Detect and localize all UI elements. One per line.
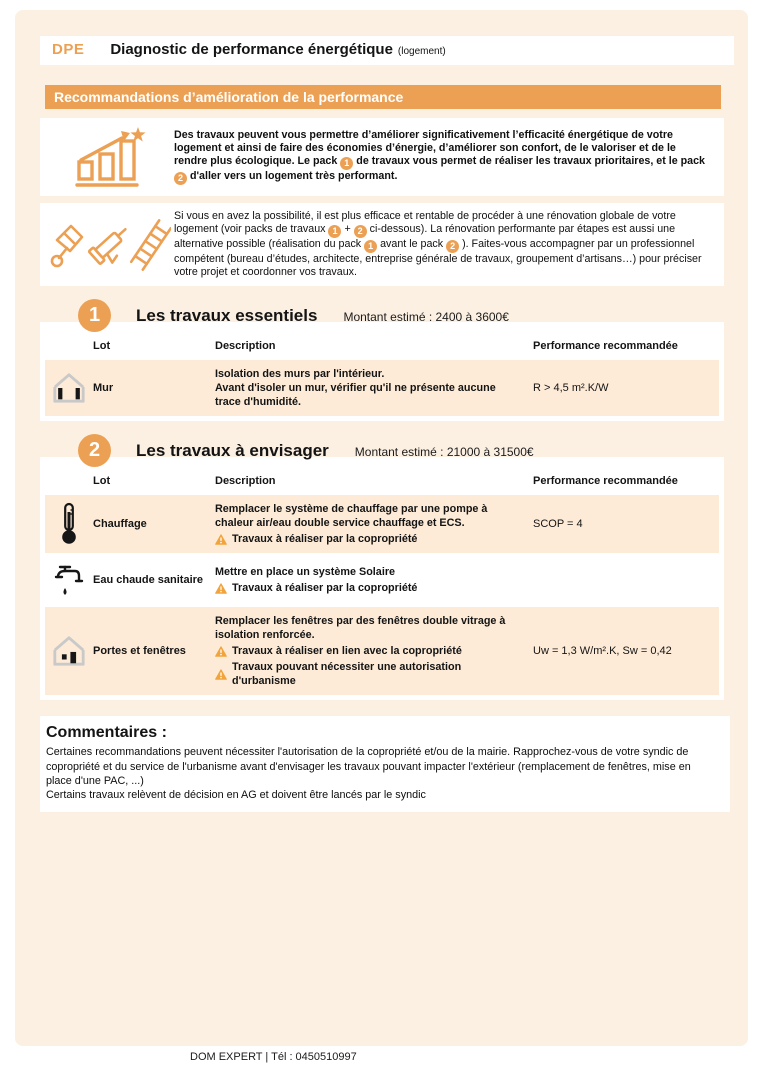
lot-icon-cell [45, 502, 93, 546]
lot-icon-cell [45, 371, 93, 405]
description-line: Avant d'isoler un mur, vérifier qu'il ne présente aucune trace d'humidité. [215, 382, 496, 409]
faucet-icon [53, 563, 85, 597]
intro-icon-box [46, 125, 174, 189]
performance-value: SCOP = 4 [533, 518, 583, 531]
description-line: Remplacer le système de chauffage par une pompe à chaleur air/eau double service chauffage et ECS. [215, 503, 488, 530]
column-header-performance: Performance recommandée [533, 475, 678, 488]
comments-line-2: Certains travaux relèvent de décision en AG et doivent être lancés par le syndic [46, 789, 426, 802]
section-2-title: Les travaux à envisager [136, 440, 329, 460]
tools-icon-box [46, 214, 174, 276]
table-row-chauffage [45, 495, 719, 553]
intro-text-secondary [174, 210, 714, 279]
house-door-icon [50, 634, 88, 668]
lot-label: Portes et fenêtres [93, 645, 186, 658]
description-cell [215, 614, 533, 688]
intro-text-segment: + [344, 223, 351, 236]
warning-text: Travaux à réaliser par la copropriété [232, 533, 418, 546]
section-1-estimated-amount: Montant estimé : 2400 à 3600€ [343, 309, 509, 324]
column-header-description: Description [215, 475, 276, 488]
warning-text: Travaux pouvant nécessiter une autorisation d'urbanisme [232, 661, 462, 688]
spacer [45, 475, 93, 487]
page-title: Diagnostic de performance énergétique [110, 41, 393, 58]
intro-text-segment: Si vous en avez la possibilité, il est plus efficace et rentable de procéder à une rénovation globale de votre logement (voir packs de travaux [174, 210, 676, 236]
column-header-lot: Lot [93, 340, 111, 353]
table-row-mur [45, 360, 719, 416]
comments-card [40, 716, 730, 812]
spacer [45, 340, 93, 352]
description-line: Isolation des murs par l'intérieur. [215, 368, 385, 381]
table-row-portes-fenetres [45, 607, 719, 695]
pack-1-badge: 1 [340, 157, 353, 170]
intro-text-segment: de travaux vous permet de réaliser les travaux prioritaires, et le pack [356, 155, 705, 168]
intro-text-segment: ). Faites-vous accompagner par un professionnel compétent (bureau d’études, architecte, entreprise générale de travaux, groupement d’artisans…) pour préciser votre projet et coordonner vos travaux. [174, 238, 702, 279]
section-2-header [78, 434, 724, 467]
lot-label: Chauffage [93, 518, 147, 531]
page-title-suffix: (logement) [397, 46, 446, 57]
intro-text-segment: avant le pack [380, 238, 444, 251]
performance-value: Uw = 1,3 W/m².K, Sw = 0,42 [533, 645, 672, 658]
description-line: Remplacer les fenêtres par des fenêtres double vitrage à isolation renforcée. [215, 615, 506, 642]
lot-label: Eau chaude sanitaire [93, 574, 204, 587]
performance-value: R > 4,5 m².K/W [533, 382, 609, 395]
thermometer-icon [59, 502, 79, 546]
column-header-description: Description [215, 340, 276, 353]
section-2-estimated-amount: Montant estimé : 21000 à 31500€ [354, 444, 534, 459]
intro-text-segment: d'aller vers un logement très performant. [189, 170, 398, 183]
comments-line-1: Certaines recommandations peuvent nécessiter l'autorisation de la copropriété et/ou de la mairie. Rapprochez-vous de votre syndic de copropriété et du service de l'urbanisme avant d'envisager les travaux pouvant impacter l'extérieur (remplacement de fenêtres, mise en place d'une PAC, ...) [46, 746, 691, 787]
intro-text-primary [174, 129, 714, 185]
document-header [40, 36, 734, 65]
warning-text: Travaux à réaliser en lien avec la copropriété [232, 645, 462, 658]
document-content [40, 36, 724, 812]
warning-line [215, 660, 519, 688]
lot-label: Mur [93, 382, 114, 395]
description-cell [215, 502, 533, 546]
section-1-number-badge: 1 [78, 299, 111, 332]
table-header-row [45, 334, 719, 360]
warning-line [215, 532, 519, 546]
lot-icon-cell [45, 563, 93, 597]
table-header-row [45, 469, 719, 495]
warning-text: Travaux à réaliser par la copropriété [232, 582, 418, 595]
tools-icon [49, 214, 171, 276]
intro-text-segment: Des travaux peuvent vous permettre d’améliorer significativement l’efficacité énergétique de votre logement et ainsi de faire des économies d’énergie, d’améliorer son confort, de le valoriser et de le rendre plus écologique. Le pack [174, 128, 676, 168]
warning-line [215, 581, 519, 595]
description-cell [215, 367, 533, 409]
footer-contact: DOM EXPERT | Tél : 0450510997 [190, 1051, 357, 1063]
warning-icon [215, 534, 227, 545]
intro-text-segment: ci-dessous). La rénovation performante par étapes est aussi une alternative possible (réalisation du pack [174, 223, 676, 251]
warning-icon [215, 583, 227, 594]
warning-icon [215, 669, 227, 680]
column-header-lot: Lot [93, 475, 111, 488]
pack-2-badge: 2 [174, 172, 187, 185]
wall-house-icon [50, 371, 88, 405]
recommendations-banner: Recommandations d’amélioration de la performance [45, 85, 721, 109]
comments-title: Commentaires : [46, 724, 167, 742]
dpe-logo: DPE [52, 41, 85, 58]
growth-chart-icon [70, 125, 150, 189]
intro-card-primary [40, 118, 724, 196]
pack-2-badge: 2 [354, 225, 367, 238]
pack-1-badge: 1 [364, 240, 377, 253]
warning-icon [215, 646, 227, 657]
section-1-table [40, 322, 724, 421]
description-cell [215, 565, 533, 595]
table-row-eau-chaude [45, 556, 719, 604]
column-header-performance: Performance recommandée [533, 340, 678, 353]
warning-line [215, 644, 519, 658]
intro-card-secondary [40, 203, 724, 286]
lot-icon-cell [45, 634, 93, 668]
section-2-number-badge: 2 [78, 434, 111, 467]
section-2-table [40, 457, 724, 700]
section-1-title: Les travaux essentiels [136, 305, 318, 325]
pack-2-badge: 2 [446, 240, 459, 253]
pack-1-badge: 1 [328, 225, 341, 238]
description-line: Mettre en place un système Solaire [215, 566, 396, 579]
section-1-header [78, 299, 724, 332]
